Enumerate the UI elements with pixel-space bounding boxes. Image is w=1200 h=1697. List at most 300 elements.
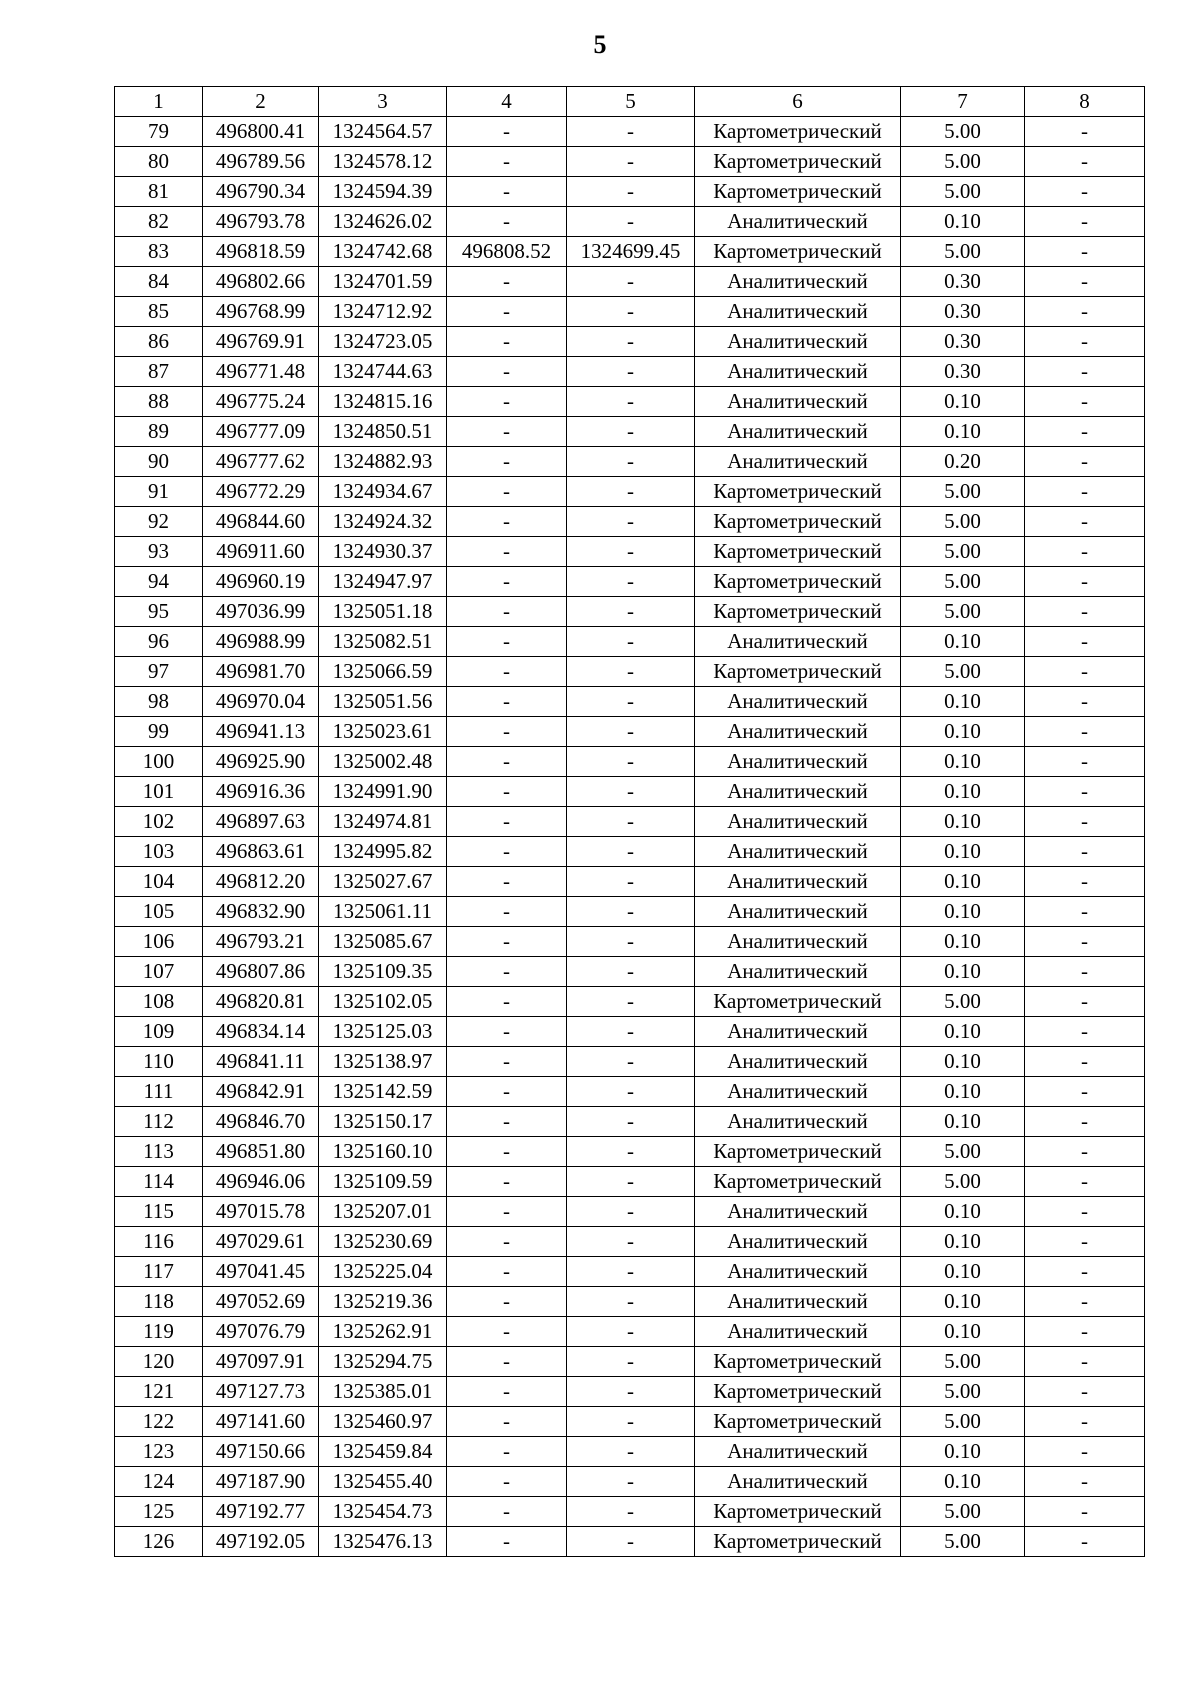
point-number-cell: 115 [115,1197,203,1227]
y-coordinate-cell: 1324995.82 [319,837,447,867]
method-cell: Аналитический [695,837,901,867]
method-cell: Аналитический [695,687,901,717]
x-coordinate-cell: 496777.62 [203,447,319,477]
point-number-cell: 83 [115,237,203,267]
table-row [115,1047,1145,1077]
y-coordinate-cell: 1325051.18 [319,597,447,627]
column-header-6: 6 [695,87,901,117]
method-cell: Картометрический [695,1137,901,1167]
x-coordinate-cell: 496925.90 [203,747,319,777]
col8-cell: - [1025,597,1145,627]
y-coordinate-cell: 1325109.35 [319,957,447,987]
accuracy-cell: 5.00 [901,477,1025,507]
accuracy-cell: 0.10 [901,1227,1025,1257]
col8-cell: - [1025,1317,1145,1347]
page-number: 5 [593,30,607,59]
col8-cell: - [1025,1287,1145,1317]
col8-cell: - [1025,117,1145,147]
y-coordinate-cell: 1324850.51 [319,417,447,447]
x-coordinate-cell: 496897.63 [203,807,319,837]
col8-cell: - [1025,1347,1145,1377]
y-coordinate-cell: 1325109.59 [319,1167,447,1197]
col4-cell: - [447,1407,567,1437]
accuracy-cell: 0.10 [901,837,1025,867]
point-number-cell: 84 [115,267,203,297]
col8-cell: - [1025,507,1145,537]
point-number-cell: 85 [115,297,203,327]
method-cell: Аналитический [695,1017,901,1047]
method-cell: Аналитический [695,327,901,357]
table-row [115,297,1145,327]
col5-cell: - [567,897,695,927]
col5-cell: - [567,567,695,597]
col4-cell: - [447,987,567,1017]
x-coordinate-cell: 496916.36 [203,777,319,807]
method-cell: Аналитический [695,897,901,927]
y-coordinate-cell: 1325142.59 [319,1077,447,1107]
x-coordinate-cell: 496960.19 [203,567,319,597]
accuracy-cell: 0.10 [901,687,1025,717]
col8-cell: - [1025,1017,1145,1047]
col5-cell: - [567,417,695,447]
x-coordinate-cell: 496793.78 [203,207,319,237]
y-coordinate-cell: 1325138.97 [319,1047,447,1077]
accuracy-cell: 0.10 [901,1107,1025,1137]
method-cell: Картометрический [695,477,901,507]
accuracy-cell: 5.00 [901,507,1025,537]
table-row [115,1527,1145,1557]
col5-cell: - [567,927,695,957]
col5-cell: - [567,1077,695,1107]
column-header-8: 8 [1025,87,1145,117]
col4-cell: - [447,897,567,927]
col4-cell: - [447,1167,567,1197]
table-row [115,1377,1145,1407]
accuracy-cell: 0.10 [901,417,1025,447]
point-number-cell: 80 [115,147,203,177]
col8-cell: - [1025,1377,1145,1407]
table-row [115,327,1145,357]
col8-cell: - [1025,267,1145,297]
table-row [115,1197,1145,1227]
col4-cell: - [447,747,567,777]
col4-cell: - [447,1107,567,1137]
point-number-cell: 97 [115,657,203,687]
accuracy-cell: 5.00 [901,1137,1025,1167]
accuracy-cell: 0.10 [901,1437,1025,1467]
col8-cell: - [1025,1047,1145,1077]
x-coordinate-cell: 496851.80 [203,1137,319,1167]
col4-cell: - [447,777,567,807]
x-coordinate-cell: 496818.59 [203,237,319,267]
y-coordinate-cell: 1325150.17 [319,1107,447,1137]
method-cell: Аналитический [695,297,901,327]
col4-cell: - [447,357,567,387]
col4-cell: - [447,147,567,177]
accuracy-cell: 0.10 [901,747,1025,777]
accuracy-cell: 0.30 [901,327,1025,357]
x-coordinate-cell: 496807.86 [203,957,319,987]
point-number-cell: 108 [115,987,203,1017]
col5-cell: - [567,1167,695,1197]
accuracy-cell: 5.00 [901,237,1025,267]
x-coordinate-cell: 497187.90 [203,1467,319,1497]
col8-cell: - [1025,537,1145,567]
accuracy-cell: 0.10 [901,1077,1025,1107]
accuracy-cell: 0.10 [901,957,1025,987]
method-cell: Аналитический [695,1467,901,1497]
col5-cell: - [567,447,695,477]
x-coordinate-cell: 496841.11 [203,1047,319,1077]
col4-cell: - [447,597,567,627]
col4-cell: - [447,387,567,417]
y-coordinate-cell: 1325225.04 [319,1257,447,1287]
x-coordinate-cell: 496844.60 [203,507,319,537]
y-coordinate-cell: 1324947.97 [319,567,447,597]
table-body [115,117,1145,1557]
method-cell: Аналитический [695,1317,901,1347]
col5-cell: - [567,867,695,897]
col8-cell: - [1025,1437,1145,1467]
accuracy-cell: 5.00 [901,1527,1025,1557]
col8-cell: - [1025,627,1145,657]
method-cell: Аналитический [695,777,901,807]
x-coordinate-cell: 496800.41 [203,117,319,147]
col5-cell: - [567,477,695,507]
y-coordinate-cell: 1325454.73 [319,1497,447,1527]
table-row [115,867,1145,897]
point-number-cell: 104 [115,867,203,897]
col4-cell: - [447,1377,567,1407]
table-row [115,807,1145,837]
method-cell: Картометрический [695,1497,901,1527]
y-coordinate-cell: 1324564.57 [319,117,447,147]
method-cell: Аналитический [695,207,901,237]
point-number-cell: 122 [115,1407,203,1437]
table-row [115,687,1145,717]
method-cell: Картометрический [695,177,901,207]
point-number-cell: 98 [115,687,203,717]
accuracy-cell: 0.10 [901,1467,1025,1497]
method-cell: Аналитический [695,417,901,447]
col5-cell: - [567,1137,695,1167]
coordinates-table [114,86,1145,1557]
y-coordinate-cell: 1325023.61 [319,717,447,747]
y-coordinate-cell: 1325082.51 [319,627,447,657]
col5-cell: - [567,1527,695,1557]
col5-cell: - [567,1497,695,1527]
point-number-cell: 81 [115,177,203,207]
col5-cell: - [567,1227,695,1257]
method-cell: Аналитический [695,1227,901,1257]
table-row [115,597,1145,627]
col5-cell: - [567,147,695,177]
col5-cell: - [567,1407,695,1437]
col8-cell: - [1025,1137,1145,1167]
col8-cell: - [1025,1407,1145,1437]
table-row [115,447,1145,477]
col4-cell: - [447,927,567,957]
point-number-cell: 103 [115,837,203,867]
point-number-cell: 94 [115,567,203,597]
col8-cell: - [1025,657,1145,687]
accuracy-cell: 0.10 [901,927,1025,957]
accuracy-cell: 5.00 [901,177,1025,207]
y-coordinate-cell: 1324701.59 [319,267,447,297]
accuracy-cell: 5.00 [901,1347,1025,1377]
column-header-2: 2 [203,87,319,117]
x-coordinate-cell: 497192.05 [203,1527,319,1557]
y-coordinate-cell: 1324594.39 [319,177,447,207]
col8-cell: - [1025,957,1145,987]
table-row [115,1077,1145,1107]
point-number-cell: 106 [115,927,203,957]
col5-cell: - [567,297,695,327]
col4-cell: - [447,567,567,597]
col5-cell: - [567,117,695,147]
col4-cell: - [447,627,567,657]
x-coordinate-cell: 496789.56 [203,147,319,177]
x-coordinate-cell: 497036.99 [203,597,319,627]
point-number-cell: 107 [115,957,203,987]
col5-cell: - [567,987,695,1017]
table-row [115,1347,1145,1377]
point-number-cell: 123 [115,1437,203,1467]
accuracy-cell: 0.10 [901,777,1025,807]
col5-cell: 1324699.45 [567,237,695,267]
x-coordinate-cell: 496981.70 [203,657,319,687]
y-coordinate-cell: 1325066.59 [319,657,447,687]
y-coordinate-cell: 1325294.75 [319,1347,447,1377]
x-coordinate-cell: 496863.61 [203,837,319,867]
point-number-cell: 100 [115,747,203,777]
col4-cell: - [447,717,567,747]
method-cell: Аналитический [695,267,901,297]
y-coordinate-cell: 1324882.93 [319,447,447,477]
col4-cell: - [447,867,567,897]
accuracy-cell: 0.10 [901,1197,1025,1227]
x-coordinate-cell: 496768.99 [203,297,319,327]
table-row [115,117,1145,147]
accuracy-cell: 5.00 [901,987,1025,1017]
point-number-cell: 105 [115,897,203,927]
point-number-cell: 89 [115,417,203,447]
y-coordinate-cell: 1325102.05 [319,987,447,1017]
accuracy-cell: 5.00 [901,597,1025,627]
col8-cell: - [1025,1077,1145,1107]
x-coordinate-cell: 497141.60 [203,1407,319,1437]
y-coordinate-cell: 1325085.67 [319,927,447,957]
table-row [115,1467,1145,1497]
x-coordinate-cell: 497076.79 [203,1317,319,1347]
col4-cell: - [447,477,567,507]
point-number-cell: 126 [115,1527,203,1557]
method-cell: Картометрический [695,1167,901,1197]
y-coordinate-cell: 1325002.48 [319,747,447,777]
table-row [115,657,1145,687]
col5-cell: - [567,657,695,687]
x-coordinate-cell: 496772.29 [203,477,319,507]
col5-cell: - [567,1317,695,1347]
point-number-cell: 79 [115,117,203,147]
col5-cell: - [567,627,695,657]
y-coordinate-cell: 1325230.69 [319,1227,447,1257]
x-coordinate-cell: 496832.90 [203,897,319,927]
col4-cell: - [447,957,567,987]
accuracy-cell: 5.00 [901,567,1025,597]
x-coordinate-cell: 496970.04 [203,687,319,717]
col5-cell: - [567,687,695,717]
accuracy-cell: 0.10 [901,807,1025,837]
col8-cell: - [1025,327,1145,357]
col8-cell: - [1025,747,1145,777]
col8-cell: - [1025,777,1145,807]
x-coordinate-cell: 496775.24 [203,387,319,417]
col8-cell: - [1025,447,1145,477]
col5-cell: - [567,837,695,867]
accuracy-cell: 0.10 [901,627,1025,657]
table-row [115,567,1145,597]
col4-cell: - [447,507,567,537]
table-row [115,357,1145,387]
method-cell: Картометрический [695,1407,901,1437]
col4-cell: - [447,297,567,327]
point-number-cell: 124 [115,1467,203,1497]
col4-cell: - [447,267,567,297]
col8-cell: - [1025,1527,1145,1557]
point-number-cell: 114 [115,1167,203,1197]
x-coordinate-cell: 496790.34 [203,177,319,207]
table-row [115,1167,1145,1197]
col8-cell: - [1025,207,1145,237]
method-cell: Аналитический [695,357,901,387]
table-row [115,897,1145,927]
accuracy-cell: 5.00 [901,1407,1025,1437]
accuracy-cell: 0.10 [901,1017,1025,1047]
accuracy-cell: 0.10 [901,897,1025,927]
col5-cell: - [567,177,695,207]
accuracy-cell: 0.10 [901,867,1025,897]
x-coordinate-cell: 496820.81 [203,987,319,1017]
col4-cell: - [447,1197,567,1227]
col4-cell: - [447,447,567,477]
col8-cell: - [1025,567,1145,597]
col5-cell: - [567,717,695,747]
table-row [115,537,1145,567]
method-cell: Аналитический [695,1047,901,1077]
table-row [115,1227,1145,1257]
y-coordinate-cell: 1324924.32 [319,507,447,537]
y-coordinate-cell: 1324991.90 [319,777,447,807]
col8-cell: - [1025,687,1145,717]
table-row [115,207,1145,237]
method-cell: Картометрический [695,597,901,627]
accuracy-cell: 0.10 [901,1287,1025,1317]
point-number-cell: 99 [115,717,203,747]
table-row [115,387,1145,417]
table-row [115,717,1145,747]
col5-cell: - [567,537,695,567]
table-row [115,927,1145,957]
accuracy-cell: 5.00 [901,657,1025,687]
method-cell: Аналитический [695,1287,901,1317]
x-coordinate-cell: 497192.77 [203,1497,319,1527]
point-number-cell: 87 [115,357,203,387]
table-row [115,1287,1145,1317]
method-cell: Аналитический [695,717,901,747]
col5-cell: - [567,747,695,777]
col5-cell: - [567,807,695,837]
table-row [115,507,1145,537]
x-coordinate-cell: 496988.99 [203,627,319,657]
col5-cell: - [567,327,695,357]
col4-cell: 496808.52 [447,237,567,267]
accuracy-cell: 0.10 [901,1317,1025,1347]
method-cell: Картометрический [695,117,901,147]
table-row [115,1497,1145,1527]
accuracy-cell: 0.10 [901,387,1025,417]
point-number-cell: 118 [115,1287,203,1317]
point-number-cell: 111 [115,1077,203,1107]
y-coordinate-cell: 1325385.01 [319,1377,447,1407]
point-number-cell: 102 [115,807,203,837]
y-coordinate-cell: 1325460.97 [319,1407,447,1437]
method-cell: Аналитический [695,807,901,837]
table-row [115,477,1145,507]
col8-cell: - [1025,717,1145,747]
x-coordinate-cell: 496802.66 [203,267,319,297]
accuracy-cell: 0.10 [901,1047,1025,1077]
point-number-cell: 109 [115,1017,203,1047]
col8-cell: - [1025,237,1145,267]
method-cell: Аналитический [695,1437,901,1467]
accuracy-cell: 5.00 [901,537,1025,567]
y-coordinate-cell: 1324974.81 [319,807,447,837]
col8-cell: - [1025,1497,1145,1527]
col5-cell: - [567,957,695,987]
table-row [115,627,1145,657]
col5-cell: - [567,1197,695,1227]
col4-cell: - [447,1227,567,1257]
y-coordinate-cell: 1325125.03 [319,1017,447,1047]
method-cell: Аналитический [695,747,901,777]
point-number-cell: 117 [115,1257,203,1287]
col8-cell: - [1025,147,1145,177]
point-number-cell: 112 [115,1107,203,1137]
x-coordinate-cell: 497127.73 [203,1377,319,1407]
accuracy-cell: 5.00 [901,1377,1025,1407]
y-coordinate-cell: 1324744.63 [319,357,447,387]
col5-cell: - [567,1257,695,1287]
col5-cell: - [567,1017,695,1047]
col8-cell: - [1025,357,1145,387]
column-header-3: 3 [319,87,447,117]
point-number-cell: 125 [115,1497,203,1527]
table-row [115,987,1145,1017]
point-number-cell: 119 [115,1317,203,1347]
col4-cell: - [447,1317,567,1347]
method-cell: Аналитический [695,1107,901,1137]
x-coordinate-cell: 496777.09 [203,417,319,447]
method-cell: Аналитический [695,1197,901,1227]
x-coordinate-cell: 496812.20 [203,867,319,897]
x-coordinate-cell: 496911.60 [203,537,319,567]
column-header-7: 7 [901,87,1025,117]
col5-cell: - [567,1347,695,1377]
table-row [115,1437,1145,1467]
column-header-5: 5 [567,87,695,117]
col5-cell: - [567,1287,695,1317]
